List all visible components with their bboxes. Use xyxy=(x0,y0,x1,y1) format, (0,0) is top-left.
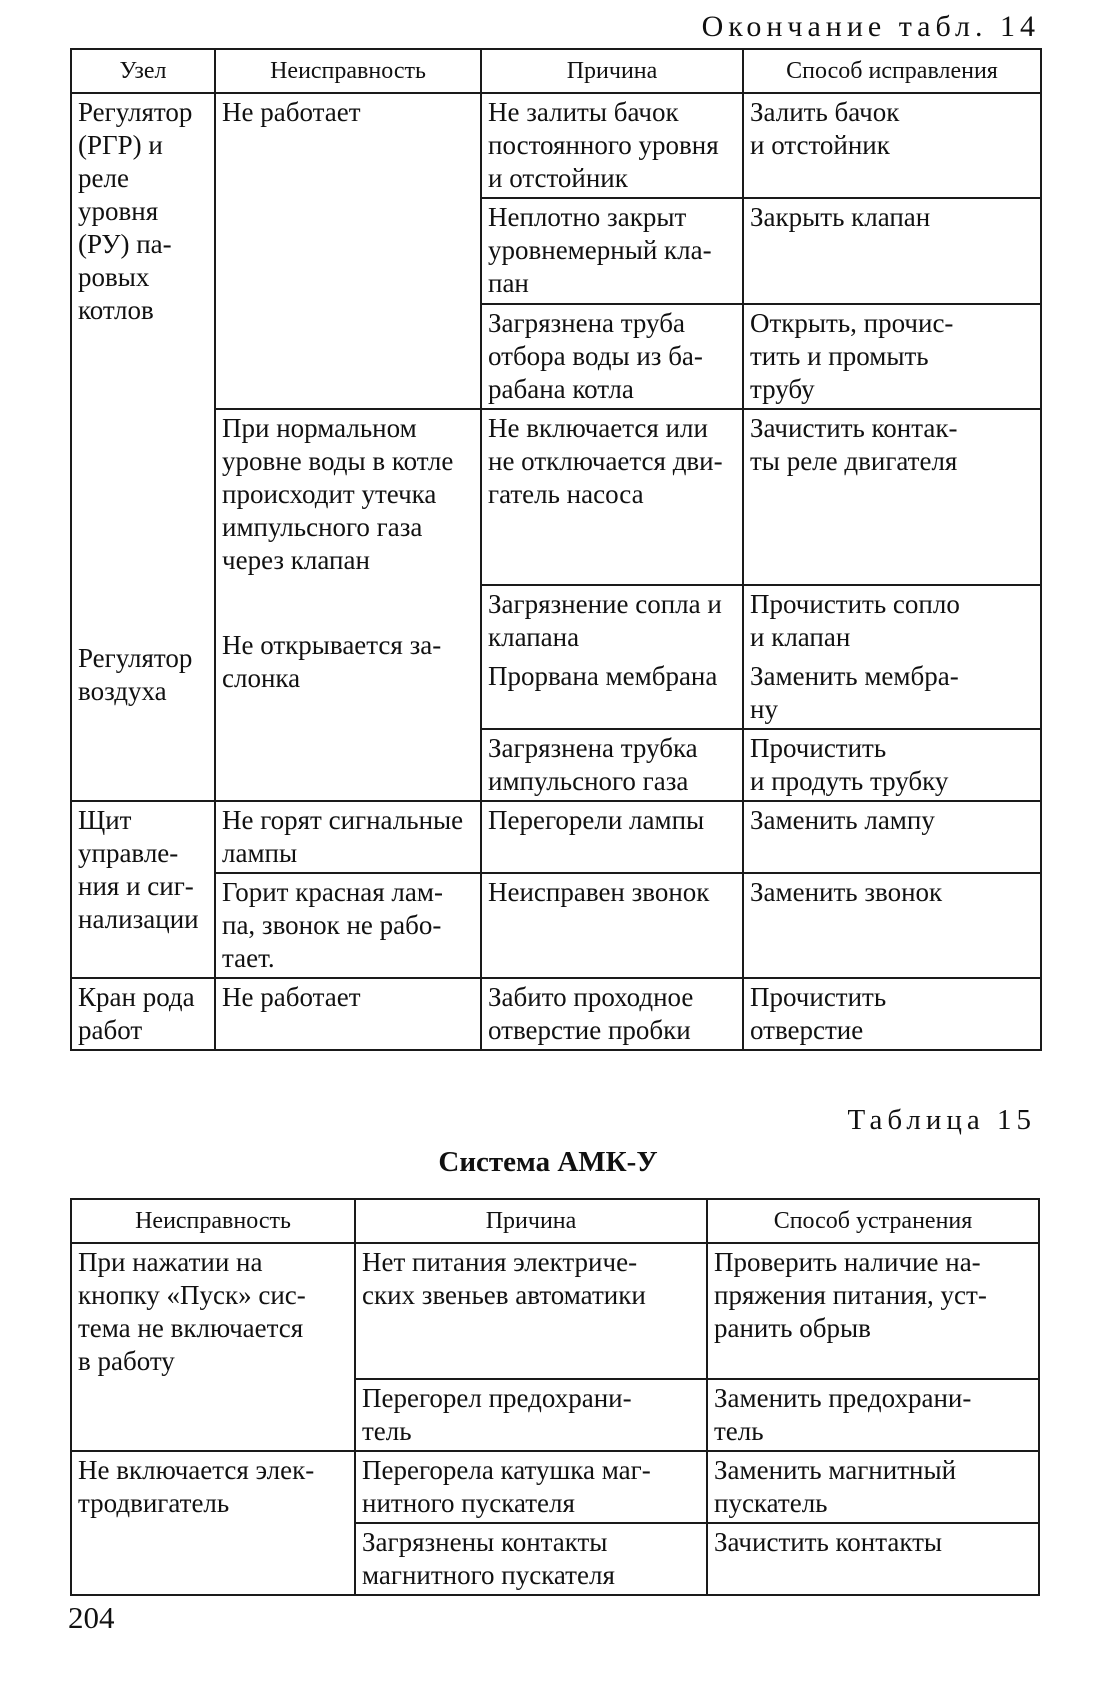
header-cause: Причина xyxy=(355,1199,707,1243)
fault-cell: При нажатии на кнопку «Пуск» сис- тема не включается в работу xyxy=(71,1243,355,1451)
table-15-title: Система АМК-У xyxy=(438,1146,658,1178)
unit-cell-panel: Щит управле- ния и сиг- нализации xyxy=(71,801,215,978)
page-number: 204 xyxy=(68,1600,115,1635)
remedy-cell: Зачистить контакты xyxy=(707,1523,1039,1595)
table-header-row xyxy=(71,1199,1039,1243)
remedy-cell: Заменить магнитный пускатель xyxy=(707,1451,1039,1523)
remedy-cell: Заменить лампу xyxy=(743,801,1041,873)
unit-air-regulator: Регулятор воздуха xyxy=(78,643,193,706)
table-header-row xyxy=(71,49,1041,93)
fault-cell: Не работает xyxy=(215,93,481,409)
unit-cell-regulators: Регулятор (РГР) и реле уровня (РУ) па- ровых котлов Регулятор воздуха xyxy=(71,93,215,801)
continued-label: Окончание табл. 14 xyxy=(701,10,1040,43)
cause-cell: Загрязнена труба отбора воды из ба- рабана котла xyxy=(481,304,743,409)
cause-cell: Забито проходное отверстие пробки xyxy=(481,978,743,1050)
cause-cell: Перегорели лампы xyxy=(481,801,743,873)
cause-cell: Загрязнение сопла и клапана Прорвана мембрана xyxy=(481,585,743,729)
table-15 xyxy=(70,1198,1040,1596)
header-remedy: Способ устранения xyxy=(707,1199,1039,1243)
table-row xyxy=(71,873,1041,978)
cause-cell: Перегорела катушка маг- нитного пускателя xyxy=(355,1451,707,1523)
table-row xyxy=(71,1451,1039,1523)
remedy-cell: Закрыть клапан xyxy=(743,198,1041,304)
header-fault: Неисправность xyxy=(215,49,481,93)
table-row xyxy=(71,409,1041,585)
remedy-cell: Зачистить контак- ты реле двигателя xyxy=(743,409,1041,585)
fault-cell: При нормальном уровне воды в котле происходит утечка импульсного газа через клапан xyxy=(215,409,481,729)
remedy-cell: Заменить звонок xyxy=(743,873,1041,978)
cause-cell: Загрязнены контакты магнитного пускателя xyxy=(355,1523,707,1595)
remedy-cell: Прочистить и продуть трубку xyxy=(743,729,1041,801)
table-14 xyxy=(70,48,1042,1051)
unit-cell-crane: Кран рода работ xyxy=(71,978,215,1050)
cause-cell: Загрязнена трубка импульсного газа xyxy=(481,729,743,801)
fault-cell: Не работает xyxy=(215,978,481,1050)
header-cause: Причина xyxy=(481,49,743,93)
remedy-cell: Проверить наличие на- пряжения питания, уст- ранить обрыв xyxy=(707,1243,1039,1379)
cause-cell: Неплотно закрыт уровнемерный кла- пан xyxy=(481,198,743,304)
remedy-cell: Залить бачок и отстойник xyxy=(743,93,1041,198)
fault-cell: Не открывается за- слонка xyxy=(215,729,481,801)
fault-cell: Горит красная лам- па, звонок не рабо- тает. xyxy=(215,873,481,978)
table-row xyxy=(71,1243,1039,1379)
remedy-cell: Прочистить сопло и клапан Заменить мембра- ну xyxy=(743,585,1041,729)
header-unit: Узел xyxy=(71,49,215,93)
table-row xyxy=(71,801,1041,873)
remedy-cell: Открыть, прочис- тить и промыть трубу xyxy=(743,304,1041,409)
remedy-cell: Прочистить отверстие xyxy=(743,978,1041,1050)
cause-cell: Нет питания электриче- ских звеньев автоматики xyxy=(355,1243,707,1379)
header-fault: Неисправность xyxy=(71,1199,355,1243)
cause-cell: Не включается или не отключается дви- гатель насоса xyxy=(481,409,743,585)
cause-cell: Неисправен звонок xyxy=(481,873,743,978)
cause-cell: Не залиты бачок постоянного уровня и отстойник xyxy=(481,93,743,198)
remedy-cell: Заменить предохрани- тель xyxy=(707,1379,1039,1451)
header-remedy: Способ исправления xyxy=(743,49,1041,93)
table-15-label: Таблица 15 xyxy=(847,1104,1036,1136)
fault-cell: Не горят сигнальные лампы xyxy=(215,801,481,873)
cause-cell: Перегорел предохрани- тель xyxy=(355,1379,707,1451)
table-row xyxy=(71,978,1041,1050)
table-row xyxy=(71,93,1041,198)
fault-cell: Не включается элек- тродвигатель xyxy=(71,1451,355,1595)
